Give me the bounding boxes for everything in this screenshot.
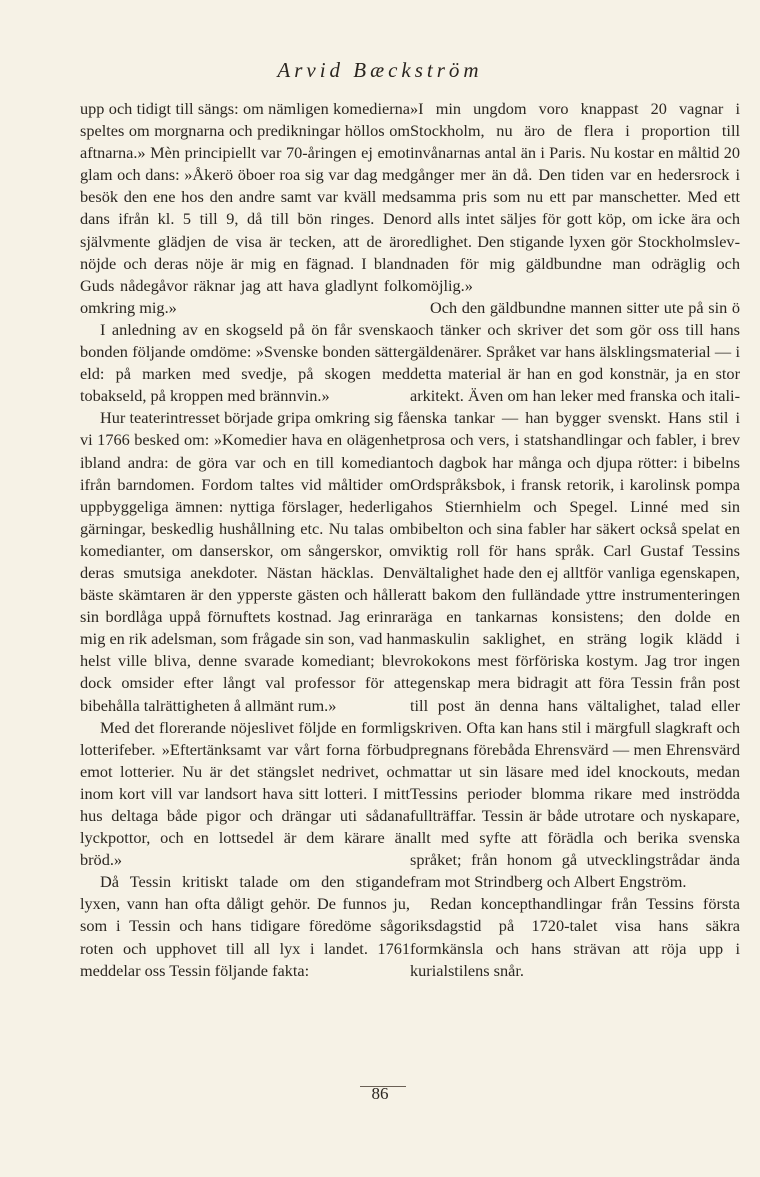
paragraph: Och den gäldbundne mannen sitter ute på sin ö och tänker och skriver det som gör oss till hans gäldenärer. Språket var hans älsklingsmaterial — i detta material är han en god konstnär, ja en stor arkitekt. Även om han leker med franska och italienska tankar — han bygger svenskt. Hans stil i prosa och vers, i statshandlingar och fabler, i brev och dagbok har många och djupa rötter: i bibelns Ordspråksbok, i fransk retorik, i karolinsk pompa hos Stiernhielm och Spegel. Linné med sin bibelton och sina fabler har säkert också spelat en viktig roll för hans språk. Carl Gustaf Tessins vältalighet hade den ej alltför vanliga egenskapen, att bakom den fulländade yttre instrumenteringen äga en tankarnas konsistens; den dolde en maskulin saklighet, en sträng logik klädd i rokokons mest förföriska kostym. Jag tror ingen egenskap mera bidragit att föra Tessin från post till post än denna hans vältalighet, talad eller skriven. Ofta kan hans stil i märgfull slagkraft och pregnans förebåda Ehrensvärd — men Ehrensvärd mattar ut sin läsare med idel knockouts, medan Tessins perioder blomma rikare med inströdda fullträffar. Tessin är både utrotare och nyskapare, allt med syfte att förädla och berika svenska språket; från honom gå utvecklingstrådar ända fram mot Strindberg och Albert Engström. xyxy=(410,297,740,892)
paragraph: Med det florerande nöjeslivet följde en formlig lotterifeber. »Eftertänksamt var vårt forna förbud emot lotterier. Nu är det stängslet nedrivet, och inom kort vill var landsort hava sitt lotteri. I mitt hus deltaga både pigor och drängar uti sådana lyckpottor, och en lottsedel är dem kärare än bröd.» xyxy=(80,717,410,870)
paragraph: Redan koncepthandlingar från Tessins första riksdagstid på 1720-talet visa hans säkra formkänsla och hans strävan att röja upp i kurialstilens snår. xyxy=(410,894,740,980)
paragraph: I anledning av en skogseld på ön får svenska bonden följande omdöme: »Svenske bonden sätter eld: på marken med svedje, på skogen med tobakseld, på kroppen med brännvin.» xyxy=(80,319,410,406)
page-number: 86 xyxy=(371,1084,389,1103)
running-header: Arvid Bæckström xyxy=(277,58,483,82)
paragraph: upp och tidigt till sängs: om nämligen komedierna speltes om morgnarna och predikningar höllos om aftnarna.» Mèn principiellt var 70-åringen ej emot glam och dans: »Åkerö öboer roa sig var dag med besök den ene hos den andre samt var kväll med dans ifrån kl. 5 till 9, då till bön ringes. Den självmente glädjen de visa är tecken, att de äro nöjde och deras nöje är mig en fägnad. I bland Guds nådegåvor räknar jag att hava gladlynt folk omkring mig.» xyxy=(80,99,410,317)
paragraph: Hur teaterintresset började gripa omkring sig få vi 1766 besked om: »Komedier hava en olägenhet ibland andra: de göra var och en till komediant ifrån barndomen. Fordom taltes vid måltider om uppbyggeliga ämnen: nyttiga förslager, hederliga gärningar, beskedlig hushållning etc. Nu talas om komedianter, om danserskor, om sångerskor, om deras smutsiga anekdoter. Nästan häcklas. Den bäste skämtaren är den ypperste gästen och håller sin bordlåga uppå förnuftets kostnad. Jag erinrar mig en rik adelsman, som frågade sin son, vad han helst ville bliva, denne svarade komediant; blev dock omsider efter långt val professor för att bibehålla talrättigheten å allmänt rum.» xyxy=(80,408,410,715)
paragraph: Då Tessin kritiskt talade om den stigande lyxen, vann han ofta dåligt gehör. De funnos ju, som i Tessin och hans tidigare föredöme sågo roten och upphovet till all lyx i landet. 1761 meddelar oss Tessin följande fakta: xyxy=(80,872,410,980)
right-column xyxy=(410,98,740,982)
paragraph: »I min ungdom voro knappast 20 vagnar i Stockholm, nu äro de flera i proportion till invånarnas antal än i Paris. Nu kostar en måltid 20 gånger mer än då. Den tiden var en hedersrock i samma pris som nu ett par manschetter. Med ett ord alls intet säljes för gott köp, om icke ära och redlighet. Den stigande lyxen gör Stockholmslevnaden för mig gäldbundne man odräglig och omöjlig.» xyxy=(410,99,740,295)
left-column xyxy=(80,98,410,982)
